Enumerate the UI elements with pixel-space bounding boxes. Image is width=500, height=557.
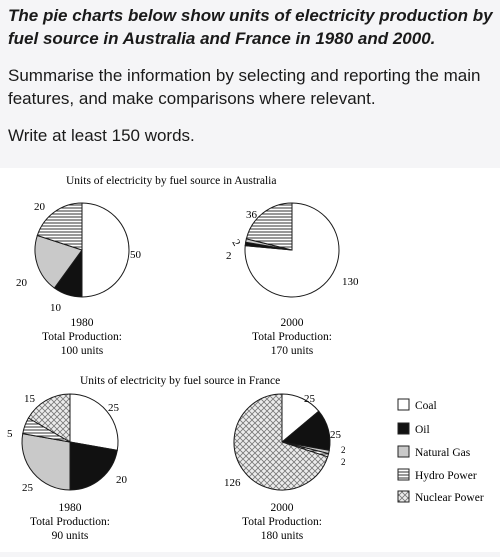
- pie-slice-coal: [82, 203, 129, 297]
- legend-label: Oil: [415, 424, 430, 436]
- pie-france-2000: [234, 394, 330, 490]
- value-label: 25: [22, 482, 33, 494]
- pie-australia-1980: [35, 203, 129, 297]
- value-label: 20: [116, 474, 127, 486]
- value-label: 20: [16, 277, 27, 289]
- legend-swatch-coal: [398, 399, 409, 410]
- legend-swatch-nuclear-power: [398, 491, 409, 502]
- legend-swatch-oil: [398, 423, 409, 434]
- caption-year: 2000: [280, 317, 304, 329]
- legend-label: Natural Gas: [415, 447, 471, 459]
- value-label: 36: [246, 209, 257, 221]
- task-prompt: [8, 4, 496, 147]
- caption-total: 180 units: [260, 530, 304, 542]
- caption-total-label: Total Production:: [251, 331, 333, 343]
- legend-swatch-natural-gas: [398, 446, 409, 457]
- pie-france-1980: [22, 394, 118, 490]
- pie-charts-figure: [0, 168, 500, 552]
- value-label: 10: [50, 302, 61, 314]
- value-label: 50: [130, 249, 141, 261]
- legend-swatch-hydro-power: [398, 469, 409, 480]
- task-instruction: Summarise the information by selecting and reporting the main features, and make comparisons where relevant.: [8, 66, 481, 108]
- caption-total-label: Total Production:: [241, 516, 323, 528]
- pie-australia-2000: [245, 203, 339, 297]
- legend: [398, 399, 484, 504]
- caption-total-label: Total Production:: [41, 331, 123, 343]
- value-label: 2: [341, 445, 346, 455]
- value-label: 25: [304, 393, 315, 405]
- france-title: Units of electricity by fuel source in France: [80, 375, 281, 387]
- value-label: 25: [330, 429, 341, 441]
- legend-label: Nuclear Power: [415, 492, 484, 504]
- caption-year: 1980: [70, 317, 94, 329]
- caption-year: 2000: [270, 502, 294, 514]
- legend-label: Coal: [415, 400, 437, 412]
- caption-total: 170 units: [270, 345, 314, 357]
- value-label: 5: [7, 428, 13, 440]
- value-label: 20: [34, 201, 45, 213]
- value-label: 15: [24, 393, 35, 405]
- value-label: 2: [341, 457, 346, 467]
- caption-total: 100 units: [60, 345, 104, 357]
- value-label: 2: [229, 237, 243, 249]
- word-count-requirement: Write at least 150 words.: [8, 126, 195, 145]
- caption-total-label: Total Production:: [29, 516, 111, 528]
- value-label: 2: [226, 250, 232, 262]
- task-heading: The pie charts below show units of electricity production by fuel source in Australia and France in 1980 and 2000.: [8, 6, 493, 48]
- value-label: 25: [108, 402, 119, 414]
- value-label: 130: [342, 276, 359, 288]
- pie-charts-svg: [0, 168, 500, 552]
- caption-total: 90 units: [51, 530, 89, 542]
- caption-year: 1980: [58, 502, 82, 514]
- pie-slice-oil: [70, 442, 117, 490]
- australia-title: Units of electricity by fuel source in Australia: [66, 175, 277, 187]
- legend-label: Hydro Power: [415, 470, 477, 482]
- value-label: 126: [224, 477, 241, 489]
